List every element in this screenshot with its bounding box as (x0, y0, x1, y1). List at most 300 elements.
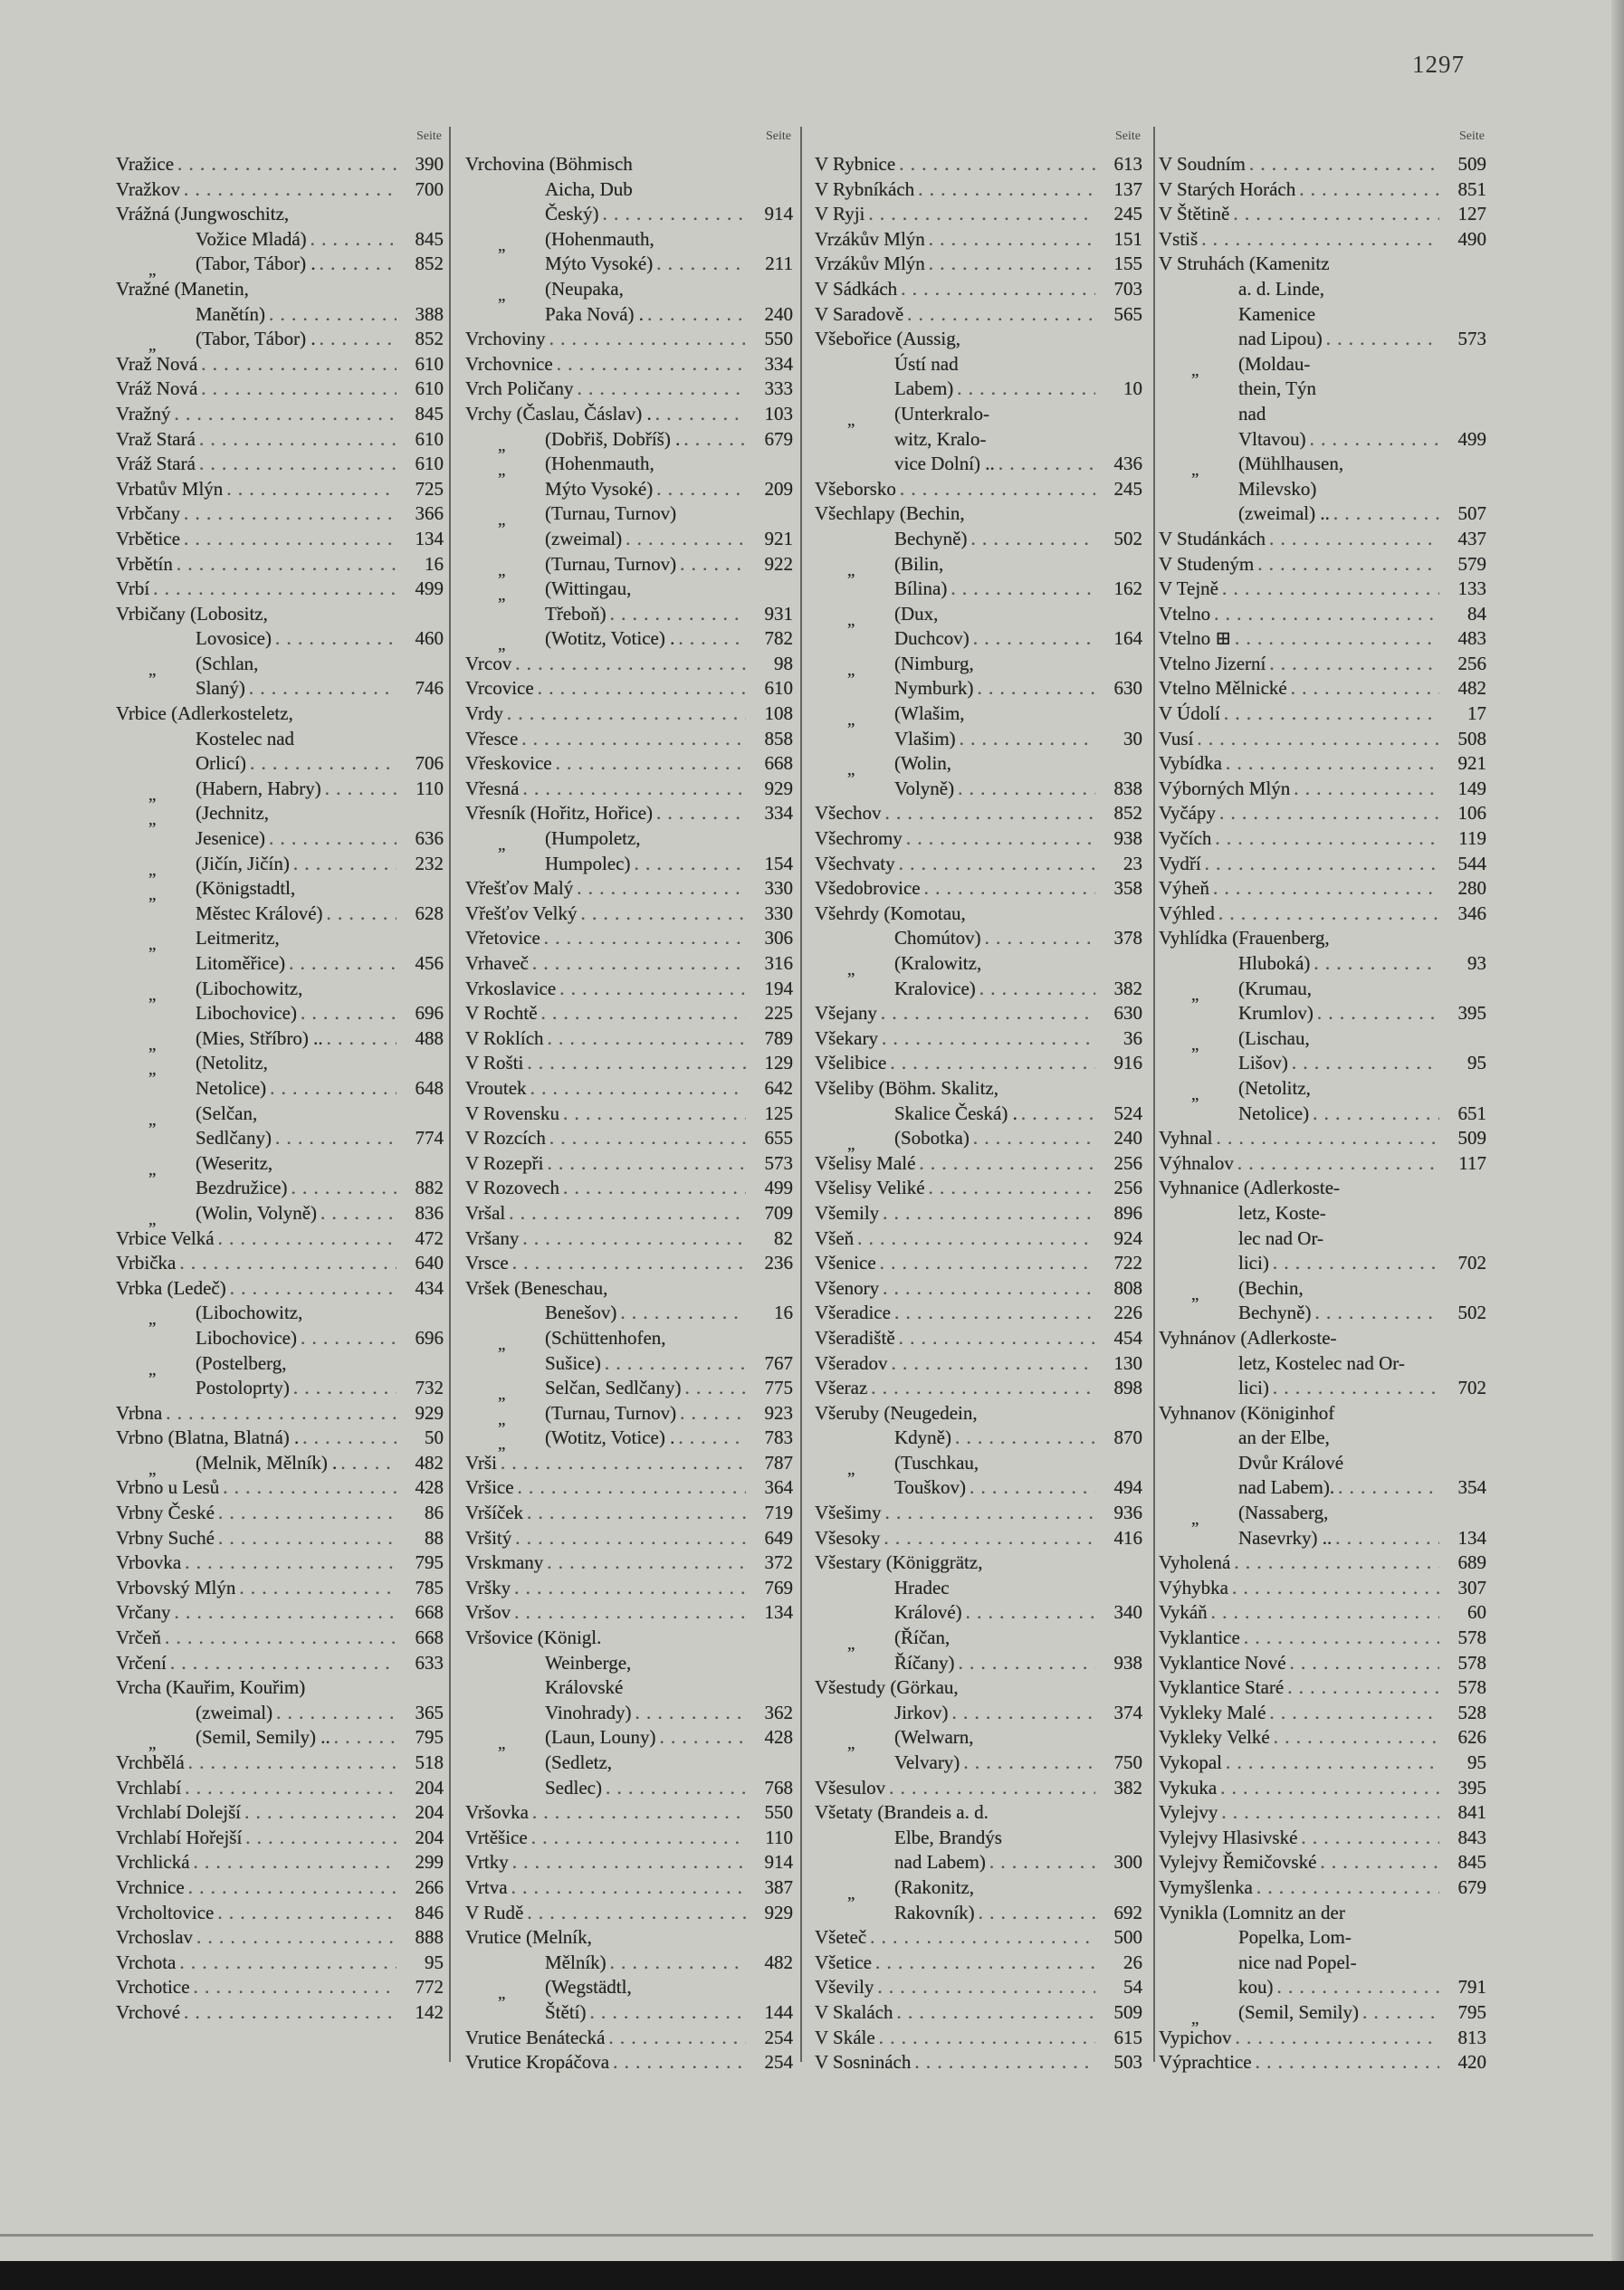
index-subentry (815, 751, 1142, 801)
place-name: (Netolitz, (196, 1052, 268, 1074)
page-reference: 365 (415, 1701, 444, 1723)
dot-leader (1198, 227, 1439, 253)
place-name: V Rošti (465, 1052, 524, 1074)
entry-line (815, 1925, 1142, 1951)
dot-leader (242, 1826, 396, 1851)
place-name: (Tabor, Tábor) . (196, 253, 316, 275)
entry-line (116, 902, 444, 927)
entry-line (116, 577, 444, 602)
index-entry (116, 1551, 444, 1576)
place-name: Všehrdy (Komotau, (815, 902, 966, 924)
dot-leader (676, 552, 746, 577)
page-reference: 108 (764, 702, 793, 725)
place-name: V Rudě (465, 1901, 524, 1923)
index-entry (815, 1326, 1142, 1351)
dot-leader (1306, 427, 1439, 453)
dot-leader (1288, 1051, 1439, 1076)
page-reference: 845 (415, 402, 444, 425)
place-name: Královské (545, 1676, 624, 1699)
entry-line (116, 602, 444, 627)
dot-leader (676, 1401, 746, 1426)
entry-line (1159, 1351, 1486, 1377)
entry-line (815, 1076, 1142, 1102)
dot-leader (1266, 1701, 1439, 1726)
entry-line (815, 1901, 1142, 1926)
entry-line (815, 602, 1142, 630)
place-name: (Turnau, Turnov) (545, 502, 677, 525)
entry-line (815, 1451, 1142, 1479)
dot-leader (1266, 652, 1439, 677)
index-entry (465, 951, 793, 977)
place-name: Hluboká) (1238, 952, 1311, 974)
place-name: Všeruby (Neugedein, (815, 1401, 978, 1424)
page-reference: 550 (764, 328, 793, 350)
ditto-mark: „ (1191, 1284, 1199, 1304)
place-name: letz, Kostelec nad Or- (1238, 1351, 1405, 1374)
index-entry (116, 402, 444, 427)
dot-leader (511, 1526, 746, 1551)
dot-leader (1316, 1850, 1439, 1875)
entry-line (815, 552, 1142, 580)
entry-line (116, 977, 444, 1005)
entry-line (815, 1051, 1142, 1076)
entry-line (465, 1850, 793, 1875)
dot-leader (518, 727, 746, 752)
page-reference: 719 (764, 1502, 793, 1524)
entry-line (116, 1600, 444, 1626)
page-reference: 649 (764, 1526, 793, 1549)
page-reference: 428 (415, 1476, 444, 1499)
entry-line (116, 1301, 444, 1330)
place-name: Vrchlabí Dolejší (116, 1801, 242, 1824)
index-subentry (1159, 977, 1486, 1026)
place-name: Vltavou) (1238, 427, 1306, 450)
entry-line (1159, 926, 1486, 951)
page-reference: 774 (415, 1127, 444, 1150)
index-entry (465, 701, 793, 727)
entry-line (1159, 2050, 1486, 2075)
page-reference: 787 (764, 1451, 793, 1474)
entry-line (465, 1102, 793, 1127)
index-subentry (116, 1451, 444, 1479)
entry-line (815, 626, 1142, 652)
index-entry (1159, 1626, 1486, 1651)
place-name: Kamenice (1238, 302, 1316, 325)
entry-line (1159, 1151, 1486, 1177)
place-name: (Mies, Stříbro) .. (196, 1026, 323, 1049)
index-entry (116, 152, 444, 177)
ditto-mark: „ (1191, 1510, 1199, 1530)
page-reference: 95 (1467, 1751, 1486, 1773)
dot-leader (681, 1376, 746, 1401)
page-reference: 668 (764, 752, 793, 775)
entry-line (465, 1026, 793, 1052)
entry-line (815, 327, 1142, 352)
index-entry (116, 1975, 444, 2000)
index-subentry (116, 1301, 444, 1350)
ditto-mark: „ (498, 1984, 506, 2004)
entry-line (116, 1626, 444, 1651)
entry-line (1159, 876, 1486, 902)
place-name: Vršky (465, 1576, 511, 1598)
index-entry (815, 1276, 1142, 1302)
page-reference: 700 (415, 177, 444, 200)
place-name: Vševily (815, 1976, 874, 1999)
place-name: Vstiš (1159, 227, 1199, 250)
entry-line (465, 1651, 793, 1676)
place-name: (Libochowitz, (196, 1302, 303, 1324)
place-name: Labem) (894, 377, 954, 400)
place-name: Vrskmany (465, 1551, 544, 1574)
dot-leader (895, 152, 1095, 177)
dot-leader (1286, 1651, 1439, 1676)
dot-leader (970, 1126, 1095, 1151)
dot-leader (877, 1001, 1095, 1026)
page-reference: 254 (764, 2051, 793, 2074)
place-name: Vyhnanov (Königinhof (1159, 1401, 1335, 1424)
entry-line (1159, 751, 1486, 777)
entry-line (815, 1626, 1142, 1655)
page-reference: 460 (415, 627, 444, 650)
page-reference: 154 (764, 852, 793, 874)
dot-leader (953, 377, 1095, 402)
page-reference: 86 (425, 1502, 444, 1524)
index-entry (815, 1251, 1142, 1276)
page-reference: 914 (764, 203, 793, 225)
dot-leader (543, 1551, 746, 1576)
page-reference: 17 (1467, 702, 1486, 725)
entry-line (465, 1975, 793, 2004)
index-entry (465, 377, 793, 402)
page-reference: 852 (415, 253, 444, 275)
place-name: Milevsko) (1238, 477, 1317, 500)
place-name: nad Labem). (1238, 1476, 1335, 1499)
dot-leader (196, 427, 396, 453)
entry-line (815, 1551, 1142, 1576)
dot-leader (601, 1351, 746, 1377)
index-entry (815, 1151, 1142, 1177)
dot-leader (190, 1975, 396, 2000)
page-reference: 921 (1457, 752, 1486, 775)
index-entry (116, 277, 444, 327)
place-name: Sedlčany) (196, 1127, 272, 1150)
dot-leader (297, 1001, 396, 1026)
page-reference: 845 (415, 227, 444, 250)
index-entry (116, 1475, 444, 1501)
page-reference: 679 (764, 427, 793, 450)
ditto-mark: „ (148, 1159, 157, 1179)
page-reference: 10 (1123, 377, 1142, 400)
index-entry (1159, 177, 1486, 203)
index-subentry (465, 577, 793, 626)
place-name: Vrbice Velká (116, 1226, 215, 1249)
place-name: Vrchota (116, 1951, 177, 1973)
place-name: Všeborsko (815, 477, 896, 500)
place-name: Všebořice (Aussig, (815, 328, 960, 350)
place-name: Vrchnice (116, 1875, 185, 1898)
index-subentry (465, 552, 793, 580)
index-entry (815, 1501, 1142, 1526)
dot-leader (995, 452, 1095, 477)
entry-line (815, 1176, 1142, 1201)
entry-line (815, 1276, 1142, 1302)
place-name: Všešimy (815, 1502, 882, 1524)
dot-leader (925, 227, 1095, 253)
place-name: (Turnau, Turnov) (545, 552, 677, 575)
dot-leader (630, 852, 746, 877)
entry-line (465, 2050, 793, 2075)
place-name: Vrbička (116, 1252, 177, 1274)
place-name: V Roklích (465, 1026, 544, 1049)
entry-line (116, 1251, 444, 1276)
entry-line (116, 452, 444, 477)
place-name: Všeradice (815, 1302, 891, 1324)
entry-line (465, 1151, 793, 1177)
dot-leader (1359, 2000, 1439, 2026)
entry-line (815, 2000, 1142, 2026)
page-reference: 544 (1457, 852, 1486, 874)
entry-line (116, 1975, 444, 2000)
dot-leader (602, 1776, 746, 1801)
dot-leader (1220, 701, 1439, 727)
index-subentry (465, 1376, 793, 1405)
place-name: Lovosice) (196, 627, 272, 650)
dot-leader (644, 302, 746, 328)
entry-line (1159, 801, 1486, 826)
page-reference: 782 (764, 627, 793, 650)
ditto-mark: „ (498, 586, 506, 606)
place-name: Vtelno Jizerní (1159, 652, 1266, 674)
index-entry (1159, 2050, 1486, 2075)
dot-leader (297, 1326, 396, 1351)
index-entry (815, 477, 1142, 502)
place-name: Vršov (465, 1601, 511, 1624)
dot-leader (886, 1051, 1095, 1076)
entry-line (815, 801, 1142, 826)
place-name: (Tuschkau, (894, 1451, 979, 1474)
place-name: Všejany (815, 1002, 877, 1025)
place-name: Mělník) (545, 1951, 607, 1973)
place-name: Vlašim) (894, 727, 956, 749)
entry-line (815, 501, 1142, 527)
place-name: V Rozovech (465, 1177, 560, 1199)
place-name: Všesoky (815, 1526, 881, 1549)
page-reference: 54 (1123, 1976, 1142, 1999)
index-entry (1159, 1551, 1486, 1576)
index-subentry (116, 777, 444, 805)
dot-leader (173, 552, 396, 577)
page-reference: 808 (1113, 1276, 1142, 1299)
place-name: V Struhách (Kamenitz (1159, 253, 1330, 275)
entry-line (116, 676, 444, 701)
page-reference: 436 (1113, 453, 1142, 475)
index-subentry (815, 1725, 1142, 1775)
place-name: (zweimal) .. (1238, 502, 1330, 525)
place-name: Všelisy Malé (815, 1151, 916, 1174)
page-reference: 725 (415, 477, 444, 500)
place-name: Všesulov (815, 1776, 886, 1799)
place-name: Sušice) (545, 1351, 601, 1374)
place-name: (Schlan, (196, 652, 259, 674)
index-entry (116, 1675, 444, 1725)
dot-leader (197, 377, 396, 402)
index-entry (116, 1576, 444, 1601)
dot-leader (876, 1251, 1095, 1276)
page-reference: 225 (764, 1002, 793, 1025)
entry-line (116, 1026, 444, 1052)
place-name: Postoloprty) (196, 1377, 290, 1399)
entry-line (465, 1401, 793, 1429)
place-name: (Dux, (894, 602, 939, 625)
page-reference: 226 (1113, 1302, 1142, 1324)
entry-line (465, 527, 793, 552)
index-subentry (465, 427, 793, 453)
page-reference: 26 (1123, 1951, 1142, 1973)
entry-line (465, 1526, 793, 1551)
entry-line (815, 1251, 1142, 1276)
place-name: Libochovice) (196, 1002, 297, 1025)
dot-leader (609, 2050, 746, 2075)
entry-line (1159, 552, 1486, 577)
ditto-mark: „ (1191, 1035, 1199, 1054)
dot-leader (503, 701, 746, 727)
place-name: Všenice (815, 1252, 876, 1274)
page-reference: 655 (764, 1127, 793, 1150)
index-subentry (815, 552, 1142, 602)
page-reference: 775 (764, 1377, 793, 1399)
index-entry (465, 1551, 793, 1576)
entry-line (116, 1126, 444, 1151)
page-reference: 610 (764, 677, 793, 700)
dot-leader (1290, 777, 1439, 802)
place-name: Všechov (815, 802, 882, 825)
page-reference: 354 (1457, 1476, 1486, 1499)
place-name: V Ryji (815, 203, 865, 225)
index-entry (815, 1176, 1142, 1201)
entry-line (465, 1501, 793, 1526)
index-entry (815, 152, 1142, 177)
entry-line (465, 377, 793, 402)
entry-line (1159, 951, 1486, 977)
page-reference: 82 (774, 1226, 793, 1249)
page-reference: 769 (764, 1576, 793, 1598)
place-name: Vydří (1159, 852, 1201, 874)
page-reference: 119 (1458, 827, 1486, 850)
place-name: (zweimal) (545, 527, 623, 549)
entry-line (815, 477, 1142, 502)
page-reference: 36 (1123, 1026, 1142, 1049)
dot-leader (176, 1251, 396, 1276)
dot-leader (970, 626, 1095, 652)
place-name: (Selčan, (196, 1102, 258, 1124)
index-subentry (1159, 452, 1486, 527)
index-entry (1159, 1600, 1486, 1626)
page-reference: 346 (1457, 902, 1486, 924)
entry-line (815, 852, 1142, 877)
dot-leader (508, 1875, 746, 1901)
page-reference: 95 (425, 1951, 444, 1973)
page-reference: 795 (415, 1551, 444, 1574)
index-subentry (465, 1326, 793, 1376)
place-name: Vřešťov Malý (465, 877, 574, 900)
page-reference: 648 (415, 1076, 444, 1099)
page-reference: 768 (764, 1776, 793, 1799)
page-reference: 524 (1113, 1102, 1142, 1124)
index-entry (1159, 152, 1486, 177)
index-entry (1159, 777, 1486, 802)
index-entry (1159, 1675, 1486, 1701)
place-name: Popelka, Lom- (1238, 1926, 1352, 1949)
entry-line (1159, 1451, 1486, 1476)
entry-line (465, 1600, 793, 1626)
page-reference: 914 (764, 1851, 793, 1874)
page-reference: 494 (1113, 1476, 1142, 1499)
dot-leader (1201, 852, 1439, 877)
dot-leader (962, 1600, 1095, 1626)
index-entry (1159, 1725, 1486, 1751)
dot-leader (653, 252, 746, 277)
column-divider (800, 127, 802, 2062)
page-reference: 390 (415, 153, 444, 175)
dot-leader (287, 1176, 396, 1201)
index-entry (1159, 527, 1486, 552)
page-reference: 133 (1457, 577, 1486, 600)
entry-line (1159, 1501, 1486, 1530)
place-name: (Neupaka, (545, 277, 624, 300)
entry-line (116, 1401, 444, 1426)
place-name: Vrbno u Lesů (116, 1476, 220, 1499)
place-name: Rakovník) (894, 1901, 975, 1923)
dot-leader (171, 1600, 396, 1626)
place-name: (Jechnitz, (196, 802, 270, 825)
index-entry (1159, 1901, 1486, 2000)
index-subentry (116, 1026, 444, 1052)
place-name: Všedobrovice (815, 877, 921, 900)
page-reference: 420 (1457, 2051, 1486, 2074)
ditto-mark: „ (847, 410, 855, 430)
dot-leader (285, 951, 396, 977)
entry-line (465, 177, 793, 203)
place-name: Vrchlabí Hořejší (116, 1826, 243, 1848)
place-name: V Rybníkách (815, 177, 915, 200)
entry-line (1159, 2000, 1486, 2026)
dot-leader (949, 1701, 1096, 1726)
place-name: Elbe, Brandýs (894, 1826, 1002, 1848)
place-name: Chomútov) (894, 927, 981, 949)
place-name: Vybídka (1159, 752, 1222, 775)
index-entry (465, 1626, 793, 1725)
entry-line (1159, 1751, 1486, 1776)
page-reference: 137 (1113, 177, 1142, 200)
place-name: Králové) (894, 1601, 962, 1624)
place-name: Třeboň) (545, 602, 607, 625)
page-reference: 509 (1113, 2000, 1142, 2023)
index-entry (1159, 876, 1486, 902)
entry-line (116, 626, 444, 652)
dot-leader (559, 1102, 746, 1127)
place-name: Kralovice) (894, 977, 976, 999)
entry-line (1159, 727, 1486, 752)
dot-leader (196, 452, 396, 477)
index-entry (815, 1301, 1142, 1326)
page-reference: 364 (764, 1476, 793, 1499)
ditto-mark: „ (148, 1360, 157, 1379)
index-entry (116, 1800, 444, 1826)
page-reference: 509 (1457, 153, 1486, 175)
page-reference: 333 (764, 377, 793, 400)
place-name: (Weseritz, (196, 1151, 273, 1174)
dot-leader (947, 577, 1095, 602)
